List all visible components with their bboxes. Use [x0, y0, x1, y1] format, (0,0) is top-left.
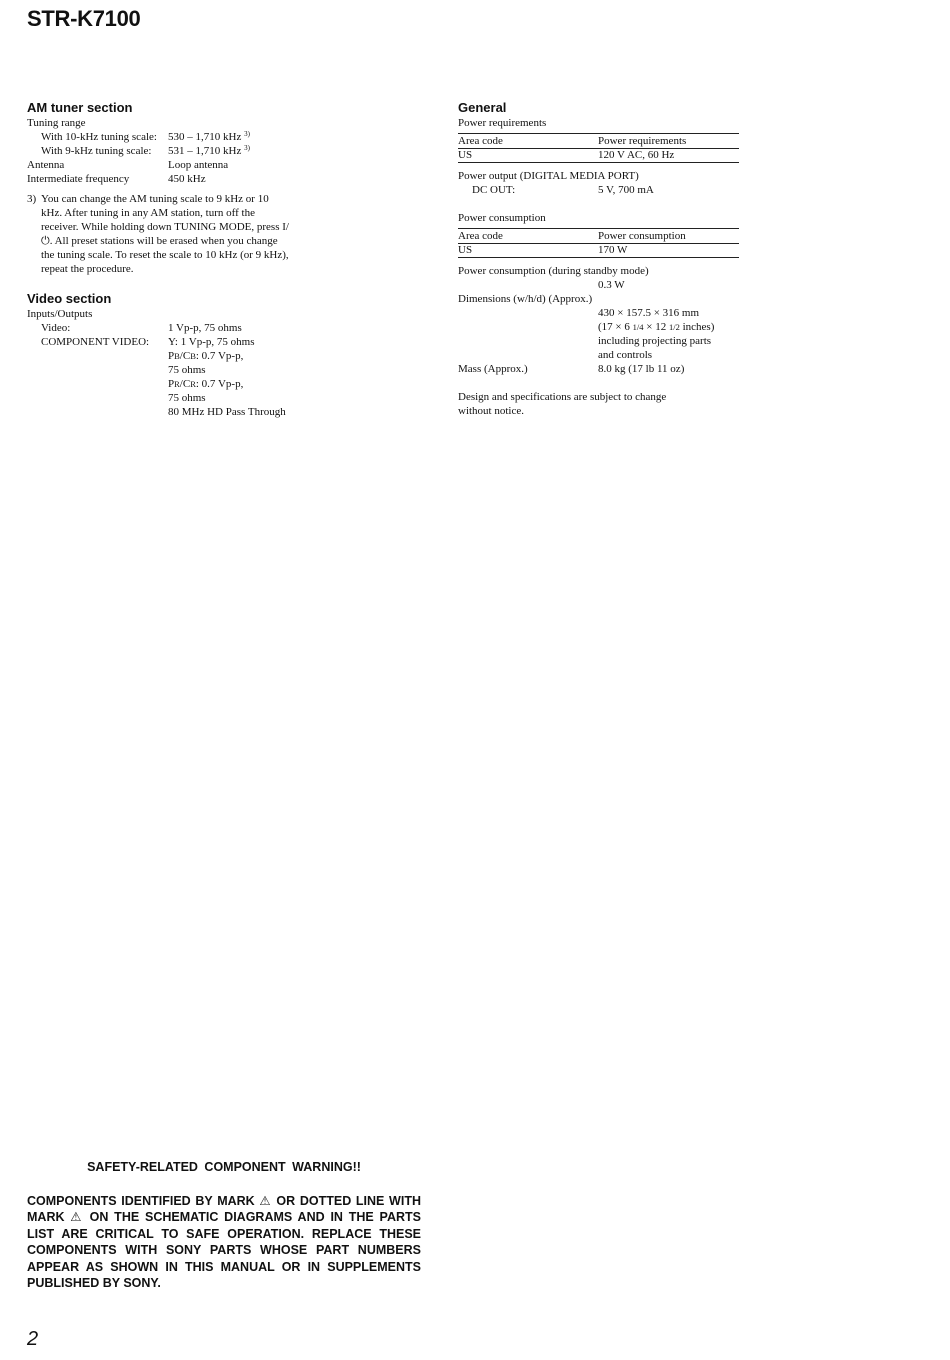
table-row: [458, 244, 739, 258]
table-cell: US: [458, 149, 598, 163]
component-pr-ohms: 75 ohms: [168, 392, 206, 404]
component-y-value: Y: 1 Vp-p, 75 ohms: [168, 336, 255, 348]
left-column: [27, 99, 327, 419]
footnote-text: You can change the AM tuning scale to 9 kHz or 10 kHz. After tuning in any AM station, turn off the receiver. While holding down TUNING MODE, press I/⏻. All preset stations will be erased when you change the tuning scale. To reset the scale to 10 kHz (or 9 kHz), repeat the procedure.: [41, 193, 289, 275]
power-cons-label-row: [458, 211, 740, 225]
footnote-number: 3): [27, 193, 37, 205]
tuning-range-row: [27, 116, 327, 130]
table-header-cell: Area code: [458, 134, 598, 149]
hd-pass-value: 80 MHz HD Pass Through: [168, 406, 286, 418]
tuning-10khz-value: 530 – 1,710 kHz $^{3)}$: [168, 130, 250, 143]
standby-value: 0.3 W: [598, 279, 625, 291]
dimensions-note1: including projecting parts: [598, 335, 712, 347]
component-pr-ohms-row: [27, 391, 327, 405]
component-label: COMPONENT VIDEO:: [41, 336, 150, 348]
dimensions-note1-row: [458, 334, 740, 348]
dimensions-label: Dimensions (w/h/d) (Approx.): [458, 293, 593, 305]
tuning-9khz-value: 531 – 1,710 kHz $^{3)}$: [168, 144, 250, 157]
tuning-range-label: Tuning range: [27, 117, 86, 129]
power-cons-label: Power consumption: [458, 212, 546, 224]
antenna-value: Loop antenna: [168, 159, 229, 171]
mass-label: Mass (Approx.): [458, 363, 528, 375]
table-header-row: [458, 229, 739, 244]
antenna-row: [27, 158, 327, 172]
right-column: [458, 99, 740, 418]
model-title: STR-K7100: [27, 6, 141, 31]
design-note: Design and specifications are subject to change without notice.: [458, 391, 667, 417]
tuning-9khz-row: [27, 144, 327, 158]
if-label: Intermediate frequency: [27, 173, 130, 185]
standby-row: [458, 264, 740, 278]
tuning-10khz-row: [27, 130, 327, 144]
antenna-label: Antenna: [27, 159, 65, 171]
table-cell: 170 W: [598, 244, 739, 258]
power-output-label: Power output (DIGITAL MEDIA PORT): [458, 170, 639, 182]
component-pr-row: [27, 377, 327, 391]
dimensions-in-row: [458, 320, 740, 334]
component-pb-value: PB/CB: 0.7 Vp-p,: [168, 350, 244, 362]
general-heading: General: [458, 100, 507, 115]
tuning-10khz-label: With 10-kHz tuning scale:: [41, 131, 157, 143]
mass-row: [458, 362, 740, 376]
safety-warning-title: SAFETY-RELATED COMPONENT WARNING!!: [87, 1160, 361, 1174]
dimensions-note2: and controls: [598, 349, 653, 361]
power-output-row: [458, 169, 740, 183]
table-row: [458, 149, 739, 163]
component-pb-ohms: 75 ohms: [168, 364, 206, 376]
dimensions-inches: (17 × 6 1/4 × 12 1/2 inches): [598, 321, 715, 333]
dimensions-row: [458, 292, 740, 306]
footnote-3: [27, 192, 289, 276]
table-header-cell: Power consumption: [598, 229, 739, 244]
power-requirements-table: [458, 133, 739, 163]
inputs-outputs-label: Inputs/Outputs: [27, 308, 93, 320]
dimensions-note2-row: [458, 348, 740, 362]
dc-out-value: 5 V, 700 mA: [598, 184, 654, 196]
if-value: 450 kHz: [168, 173, 206, 185]
inputs-outputs-row: [27, 307, 327, 321]
component-row: [27, 335, 327, 349]
power-consumption-table: [458, 228, 739, 258]
power-req-label: Power requirements: [458, 117, 547, 129]
page-number: 2: [27, 1328, 39, 1350]
hd-pass-row: [27, 405, 327, 419]
standby-value-row: [458, 278, 740, 292]
table-header-cell: Power requirements: [598, 134, 739, 149]
video-label: Video:: [41, 322, 71, 334]
footnote-ref: 3): [244, 144, 250, 152]
power-req-label-row: [458, 116, 740, 130]
footnote-ref: 3): [244, 130, 250, 138]
tuning-9khz-label: With 9-kHz tuning scale:: [41, 145, 152, 157]
if-row: [27, 172, 327, 186]
component-pr-value: PR/CR: 0.7 Vp-p,: [168, 378, 244, 390]
dc-out-label: DC OUT:: [472, 184, 516, 196]
mass-value: 8.0 kg (17 lb 11 oz): [598, 363, 685, 375]
standby-label: Power consumption (during standby mode): [458, 265, 649, 277]
video-value: 1 Vp-p, 75 ohms: [168, 322, 242, 334]
safety-warning-body: COMPONENTS IDENTIFIED BY MARK ⚠ OR DOTTED LINE WITH MARK ⚠ ON THE SCHEMATIC DIAGRAMS AND IN THE PARTS LIST ARE CRITICAL TO SAFE OPERATION. REPLACE THESE COMPONENTS WITH SONY PARTS WHOSE PART NUMBERS APPEAR AS SHOWN IN THIS MANUAL OR IN SUPPLEMENTS PUBLISHED BY SONY.: [27, 1194, 421, 1291]
component-pb-ohms-row: [27, 363, 327, 377]
table-header-row: [458, 134, 739, 149]
dimensions-mm-row: [458, 306, 740, 320]
am-tuner-heading: AM tuner section: [27, 100, 133, 115]
table-cell: US: [458, 244, 598, 258]
video-heading: Video section: [27, 291, 112, 306]
table-header-cell: Area code: [458, 229, 598, 244]
dc-out-row: [458, 183, 740, 197]
dimensions-mm: 430 × 157.5 × 316 mm: [598, 307, 700, 319]
component-pb-row: [27, 349, 327, 363]
video-row: [27, 321, 327, 335]
table-cell: 120 V AC, 60 Hz: [598, 149, 739, 163]
